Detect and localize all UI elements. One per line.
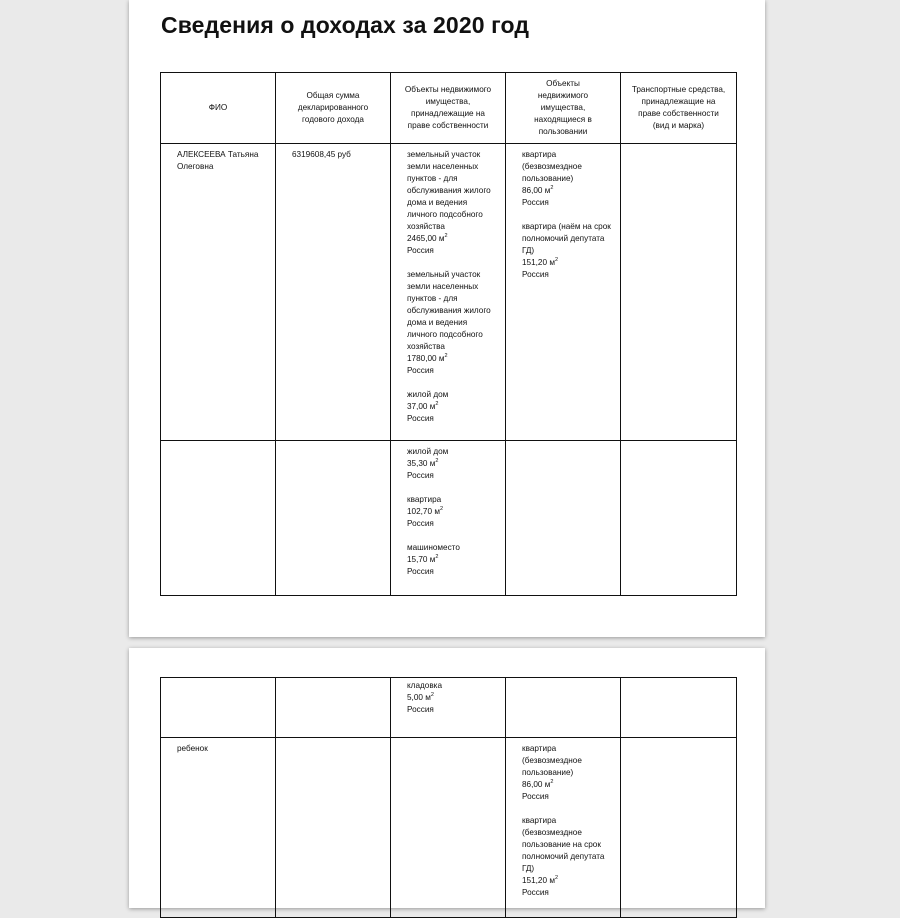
property-country: Россия: [407, 705, 434, 714]
property-area: 15,70 $м^2$: [407, 554, 439, 564]
owned-property-cell: [391, 678, 506, 738]
property-type: жилой дом: [407, 390, 449, 399]
property-entry: [522, 815, 614, 899]
empty-cell: [161, 678, 276, 738]
person-name: АЛЕКСЕЕВА Татьяна Олеговна: [177, 150, 259, 171]
document-page-2: [129, 648, 765, 908]
property-entry: [522, 221, 614, 281]
table-header-row: [161, 73, 737, 144]
property-country: Россия: [522, 198, 549, 207]
property-country: Россия: [407, 414, 434, 423]
property-area: 86,00 $м^2$: [522, 779, 554, 789]
empty-cell: [391, 738, 506, 918]
table-row: [161, 144, 737, 441]
property-country: Россия: [407, 519, 434, 528]
empty-cell: [621, 678, 737, 738]
owned-property-cell: [391, 441, 506, 596]
property-area: 151,20 $м^2$: [522, 257, 559, 267]
person-name-cell: [161, 144, 276, 441]
empty-cell: [506, 441, 621, 596]
property-type: квартира: [407, 495, 442, 504]
property-type: квартира (безвозмездное пользование на срок полномочий депутата ГД): [522, 816, 605, 873]
property-area: 35,30 $м^2$: [407, 458, 439, 468]
empty-cell: [276, 678, 391, 738]
declaration-table: [160, 72, 737, 596]
property-country: Россия: [407, 471, 434, 480]
child-name: ребенок: [177, 744, 208, 753]
property-country: Россия: [407, 246, 434, 255]
empty-cell: [161, 441, 276, 596]
property-type: квартира (безвозмездное пользование): [522, 744, 582, 777]
property-entry: [407, 542, 499, 578]
property-area: 1780,00 $м^2$: [407, 353, 448, 363]
property-entry: [522, 149, 614, 209]
child-name-cell: [161, 738, 276, 918]
property-entry: [407, 494, 499, 530]
property-type: жилой дом: [407, 447, 449, 456]
header-used-property: Объекты недвижимого имущества, находящиеся в пользовании: [506, 73, 621, 144]
owned-property-cell: [391, 144, 506, 441]
property-area: 151,20 $м^2$: [522, 875, 559, 885]
property-entry: [407, 680, 499, 716]
property-type: кладовка: [407, 681, 443, 690]
empty-cell: [276, 738, 391, 918]
header-fio: ФИО: [161, 73, 276, 144]
property-type: машиноместо: [407, 543, 460, 552]
property-area: 5,00 $м^2$: [407, 692, 434, 702]
property-area: 86,00 $м^2$: [522, 185, 554, 195]
person-income: 6319608,45 руб: [292, 150, 351, 159]
document-title: Сведения о доходах за 2020 год: [161, 12, 530, 38]
property-area: 2465,00 $м^2$: [407, 233, 448, 243]
property-entry: [407, 446, 499, 482]
header-income: Общая сумма декларированного годового дохода: [276, 73, 391, 144]
property-country: Россия: [522, 270, 549, 279]
empty-cell: [621, 738, 737, 918]
empty-cell: [276, 441, 391, 596]
empty-cell: [506, 678, 621, 738]
table-row: [161, 678, 737, 738]
property-country: Россия: [407, 567, 434, 576]
property-area: 37,00 $м^2$: [407, 401, 439, 411]
property-entry: [407, 269, 499, 377]
property-entry: [407, 149, 499, 257]
vehicles-cell: [621, 144, 737, 441]
header-vehicles: Транспортные средства, принадлежащие на праве собственности (вид и марка): [621, 73, 737, 144]
table-row: [161, 738, 737, 918]
document-page-1: [129, 0, 765, 637]
property-type: земельный участок земли населенных пунктов - для обслуживания жилого дома и ведения личного подсобного хозяйства: [407, 270, 491, 351]
property-area: 102,70 $м^2$: [407, 506, 444, 516]
property-country: Россия: [522, 888, 549, 897]
property-entry: [407, 389, 499, 425]
property-type: квартира (безвозмездное пользование): [522, 150, 582, 183]
used-property-cell: [506, 144, 621, 441]
empty-cell: [621, 441, 737, 596]
property-type: земельный участок земли населенных пунктов - для обслуживания жилого дома и ведения личного подсобного хозяйства: [407, 150, 491, 231]
declaration-table-continued: [160, 677, 737, 918]
header-owned-property: Объекты недвижимого имущества, принадлежащие на праве собственности: [391, 73, 506, 144]
table-row: [161, 441, 737, 596]
property-entry: [522, 743, 614, 803]
person-income-cell: [276, 144, 391, 441]
property-type: квартира (наём на срок полномочий депутата ГД): [522, 222, 611, 255]
property-country: Россия: [522, 792, 549, 801]
property-country: Россия: [407, 366, 434, 375]
used-property-cell: [506, 738, 621, 918]
